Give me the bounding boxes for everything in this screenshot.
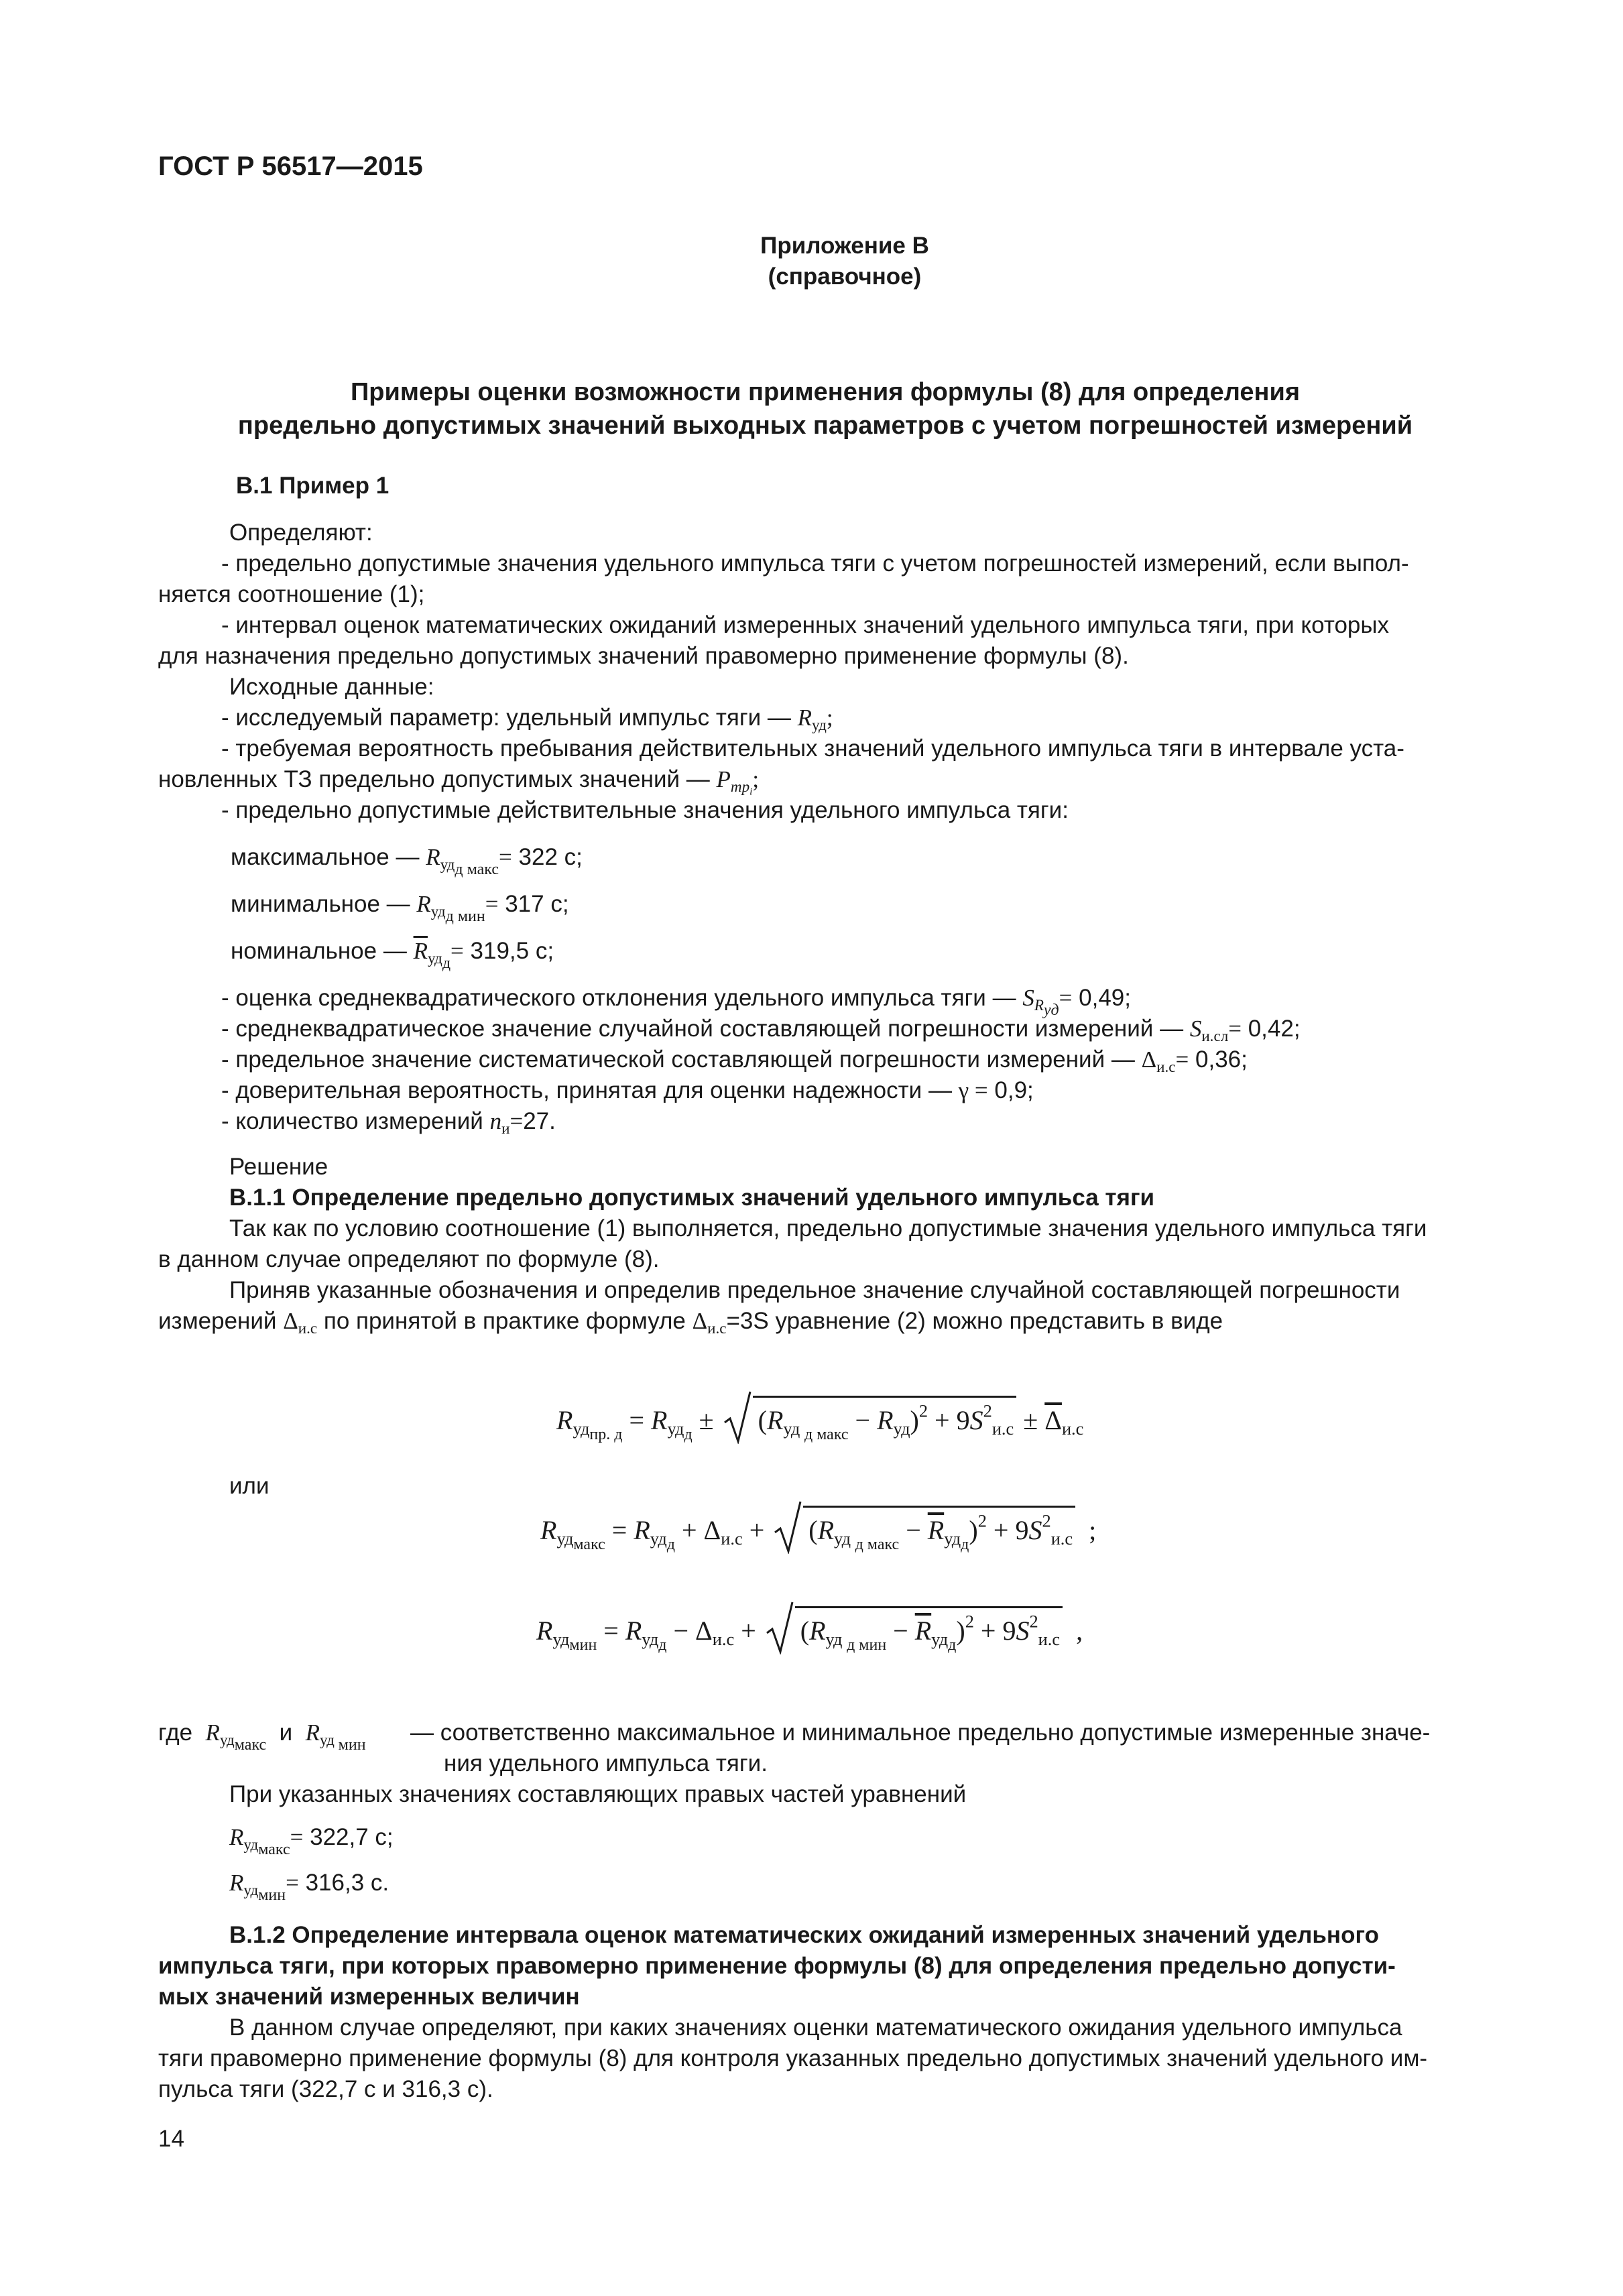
symbol-r-nom: $\overline{R}_{удд}=$	[413, 938, 464, 973]
symbol-s-r: $S_{Rуд}=$	[1022, 985, 1073, 1020]
solution-p1-line-b: в данном случае определяют по формуле (8).	[158, 1246, 660, 1272]
section-b11-heading: В.1.1 Определение предельно допустимых значений удельного импульса тяги	[229, 1185, 1155, 1211]
define-label: Определяют:	[229, 520, 373, 546]
formula-2: $R_{удмакс} = R_{удд} + \Delta_{и.с}$ + $(R_{уд д макс} - \overline{R}_{удд})^2 + 9S^2_{и.с}$ ;	[540, 1506, 1096, 1549]
result-min-value: 316,3 с.	[305, 1870, 389, 1896]
symbol-delta-is-3: $\Delta_{и.с}$	[692, 1308, 727, 1337]
limit-min-label: минимальное —	[231, 891, 410, 917]
section-b12-p-line-c: пульса тяги (322,7 с и 316,3 с).	[158, 2076, 493, 2102]
define-item-2-line-a: - интервал оценок математических ожиданий измеренных значений удельного импульса тяги, при которых	[221, 612, 1390, 638]
section-b12-heading-line-a: В.1.2 Определение интервала оценок математических ожиданий измеренных значений удельного	[229, 1922, 1379, 1948]
initial-rand-text: - среднеквадратическое значение случайной составляющей погрешности измерений —	[221, 1016, 1184, 1042]
p2-text-2: по принятой в практике формуле	[323, 1308, 686, 1334]
result-max-value: 322,7 с;	[310, 1824, 394, 1850]
sqrt-sign-1: $(R_{уд д макс} - R_{уд})^2 + 9S^2_{и.с}$	[723, 1396, 1017, 1439]
limit-max-label: максимальное —	[231, 844, 420, 870]
where-label: где	[158, 1719, 193, 1746]
initial-sd	[221, 983, 1131, 1020]
solution-p1-line-a: Так как по условию соотношение (1) выполняется, предельно допустимые значения удельного импульса тяги	[229, 1215, 1427, 1242]
symbol-r-max-2: $R_{удмакс}$	[205, 1719, 267, 1754]
symbol-r-min: $R_{удд мин}=$	[416, 891, 499, 926]
symbol-r-max: $R_{удд макс}=$	[426, 844, 512, 879]
where-text-line-b: ния удельного импульса тяги.	[444, 1750, 768, 1776]
limit-max-value: 322 с;	[518, 844, 583, 870]
symbol-delta-is-2: $\Delta_{и.с}$	[283, 1308, 318, 1337]
initial-conf-value: 0,9;	[994, 1077, 1034, 1103]
define-item-1-line-a: - предельно допустимые значения удельного импульса тяги с учетом погрешностей измерений, если выпол-	[221, 550, 1409, 577]
p2-text-1: измерений	[158, 1308, 277, 1334]
initial-prob-text: новленных ТЗ предельно допустимых значений —	[158, 766, 710, 792]
initial-count-text: - количество измерений	[221, 1108, 483, 1134]
section-b12-p-line-b: тяги правомерно применение формулы (8) для контроля указанных предельно допустимых значений удельного им-	[158, 2045, 1428, 2071]
symbol-r-min-2: $R_{уд мин}$	[305, 1719, 366, 1754]
limit-nom-value: 319,5 с;	[470, 938, 554, 964]
limit-max	[231, 842, 583, 879]
initial-sys	[221, 1044, 1248, 1075]
sqrt-sign-2: $(R_{уд д макс} - \overline{R}_{удд})^2 + 9S^2_{и.с}$	[774, 1506, 1075, 1549]
initial-conf-text: - доверительная вероятность, принятая для оценки надежности —	[221, 1077, 952, 1103]
where-clause	[158, 1717, 366, 1754]
initial-limits-text: - предельно допустимые действительные значения удельного импульса тяги:	[221, 797, 1069, 823]
given-text: При указанных значениях составляющих правых частей уравнений	[229, 1781, 967, 1807]
appendix-title-line-1: Примеры оценки возможности применения формулы (8) для определения	[350, 378, 1301, 406]
initial-count	[221, 1106, 556, 1137]
initial-rand-value: 0,42;	[1248, 1016, 1301, 1042]
or-label: или	[229, 1473, 269, 1499]
result-max	[229, 1822, 394, 1859]
appendix-status: (справочное)	[768, 263, 922, 290]
initial-sys-text: - предельное значение систематической составляющей погрешности измерений —	[221, 1046, 1135, 1073]
formula-1: $R_{удпр. д} = R_{удд}$ ± $(R_{уд д макс} - R_{уд})^2 + 9S^2_{и.с} \pm \overline{\Delta}_{и.с}$	[556, 1396, 1083, 1439]
initial-param	[221, 703, 833, 733]
initial-sd-text: - оценка среднеквадратического отклонения удельного импульса тяги —	[221, 985, 1016, 1011]
initial-data-label: Исходные данные:	[229, 674, 434, 700]
document-code: ГОСТ Р 56517—2015	[158, 152, 423, 181]
initial-prob-line-a: - требуемая вероятность пребывания действительных значений удельного импульса тяги в интервале уста-	[221, 735, 1404, 762]
limit-nom	[231, 936, 554, 973]
symbol-gamma: γ =	[958, 1077, 988, 1103]
symbol-r-ud: $R_{уд}$;	[797, 705, 833, 733]
page-number: 14	[158, 2126, 184, 2152]
solution-p2-line-b	[158, 1306, 1223, 1337]
formula-3: $R_{удмин} = R_{удд} - \Delta_{и.с}$ + $(R_{уд д мин} - \overline{R}_{удд})^2 + 9S^2_{и.с}$ ,	[536, 1606, 1083, 1650]
symbol-s-isl: $S_{и.сл}=$	[1189, 1016, 1242, 1044]
appendix-title-line-2: предельно допустимых значений выходных параметров с учетом погрешностей измерений	[237, 412, 1413, 440]
initial-prob-line-b	[158, 764, 760, 798]
section-b1-heading: В.1 Пример 1	[236, 473, 389, 499]
symbol-r-max-3: $R_{удмакс}=$	[229, 1824, 304, 1859]
symbol-r-min-3: $R_{удмин}=$	[229, 1870, 299, 1905]
sqrt-sign-3: $(R_{уд д мин} - \overline{R}_{удд})^2 + 9S^2_{и.с}$	[766, 1606, 1063, 1650]
symbol-p-tp: $P_{тр_i}$;	[716, 766, 760, 798]
where-and: и	[279, 1719, 293, 1746]
solution-label: Решение	[229, 1154, 328, 1180]
initial-conf	[221, 1075, 1034, 1106]
result-min	[229, 1868, 389, 1905]
limit-nom-label: номинальное —	[231, 938, 407, 964]
symbol-n-i: $n_и=$	[489, 1108, 524, 1137]
section-b12-heading-line-b: импульса тяги, при которых правомерно применение формулы (8) для определения предельно допусти-	[158, 1953, 1396, 1979]
symbol-delta-is: $\Delta_{и.с}=$	[1141, 1046, 1189, 1075]
section-b12-p-line-a: В данном случае определяют, при каких значениях оценки математического ожидания удельного импульса	[229, 2014, 1402, 2041]
limit-min	[231, 889, 569, 926]
solution-p2-line-a: Приняв указанные обозначения и определив предельное значение случайной составляющей погрешности	[229, 1277, 1400, 1303]
where-text-line-a: — соответственно максимальное и минимальное предельно допустимые измеренные значе-	[410, 1719, 1431, 1746]
initial-rand	[221, 1014, 1301, 1044]
section-b12-heading-line-c: мых значений измеренных величин	[158, 1984, 580, 2010]
initial-count-value: 27.	[523, 1108, 556, 1134]
p2-text-3: =3S уравнение (2) можно представить в виде	[726, 1308, 1223, 1334]
limit-min-value: 317 с;	[505, 891, 569, 917]
initial-sd-value: 0,49;	[1079, 985, 1131, 1011]
initial-sys-value: 0,36;	[1195, 1046, 1248, 1073]
define-item-2-line-b: для назначения предельно допустимых значений правомерно применение формулы (8).	[158, 643, 1129, 669]
initial-param-text: - исследуемый параметр: удельный импульс тяги —	[221, 705, 791, 731]
define-item-1-line-b: няется соотношение (1);	[158, 581, 425, 607]
appendix-label: Приложение В	[760, 233, 929, 259]
